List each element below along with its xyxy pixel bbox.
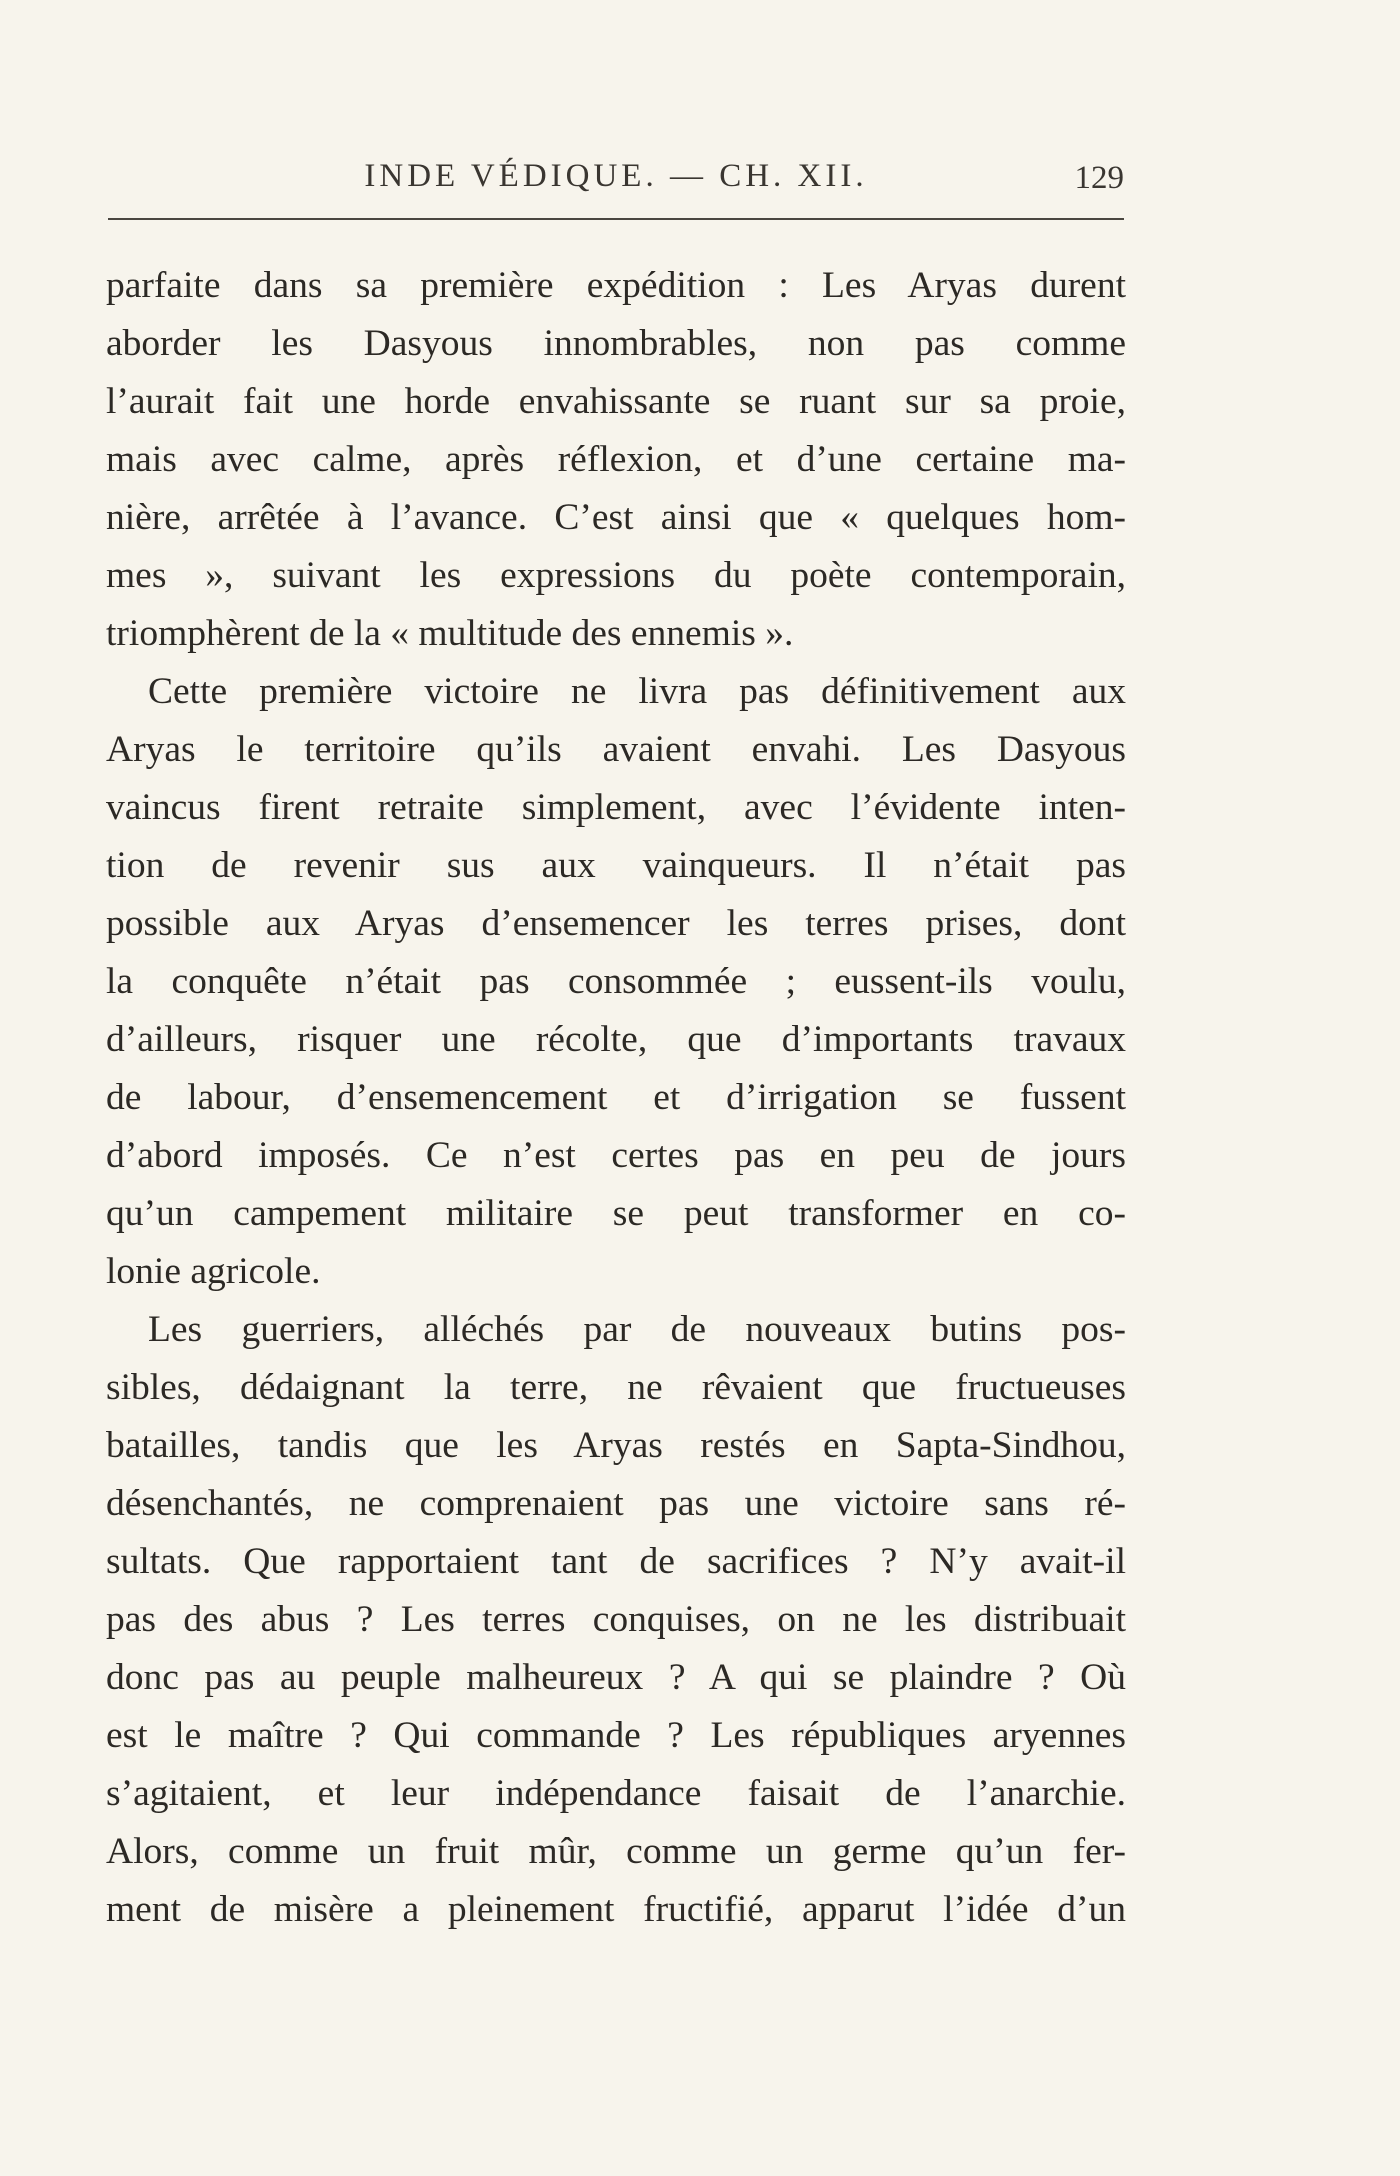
text-line: mais avec calme, après réflexion, et d’une certaine ma- [106, 439, 1126, 480]
text-line: est le maître ? Qui commande ? Les républiques aryennes [106, 1715, 1126, 1756]
text-line: pas des abus ? Les terres conquises, on ne les distribuait [106, 1599, 1126, 1640]
paragraph-2 [106, 663, 1126, 1301]
text-line: tion de revenir sus aux vainqueurs. Il n’était pas [106, 845, 1126, 886]
text-line: vaincus firent retraite simplement, avec l’évidente inten- [106, 787, 1126, 828]
text-line: s’agitaient, et leur indépendance faisait de l’anarchie. [106, 1773, 1126, 1814]
text-line: parfaite dans sa première expédition : Les Aryas durent [106, 265, 1126, 306]
text-line: batailles, tandis que les Aryas restés en Sapta-Sindhou, [106, 1425, 1126, 1466]
text-line: nière, arrêtée à l’avance. C’est ainsi que « quelques hom- [106, 497, 1126, 538]
text-line: d’abord imposés. Ce n’est certes pas en peu de jours [106, 1135, 1126, 1176]
text-line: lonie agricole. [106, 1251, 321, 1292]
text-line: Aryas le territoire qu’ils avaient envahi. Les Dasyous [106, 729, 1126, 770]
text-line: l’aurait fait une horde envahissante se ruant sur sa proie, [106, 381, 1126, 422]
text-line: triomphèrent de la « multitude des ennemis ». [106, 613, 794, 654]
text-line: Alors, comme un fruit mûr, comme un germe qu’un fer- [106, 1831, 1126, 1872]
text-line: possible aux Aryas d’ensemencer les terres prises, dont [106, 903, 1126, 944]
text-line: mes », suivant les expressions du poète contemporain, [106, 555, 1126, 596]
text-line: la conquête n’était pas consommée ; eussent-ils voulu, [106, 961, 1126, 1002]
header-rule [108, 218, 1124, 220]
text-line: ment de misère a pleinement fructifié, apparut l’idée d’un [106, 1889, 1126, 1930]
text-line: Cette première victoire ne livra pas définitivement aux [148, 671, 1126, 712]
text-line: sibles, dédaignant la terre, ne rêvaient que fructueuses [106, 1367, 1126, 1408]
text-line: d’ailleurs, risquer une récolte, que d’importants travaux [106, 1019, 1126, 1060]
running-title: INDE VÉDIQUE. — CH. XII. [364, 158, 868, 194]
text-line: Les guerriers, alléchés par de nouveaux butins pos- [148, 1309, 1126, 1350]
text-line: sultats. Que rapportaient tant de sacrifices ? N’y avait-il [106, 1541, 1126, 1582]
running-head [108, 158, 1124, 208]
paragraph-3 [106, 1301, 1126, 1939]
text-line: donc pas au peuple malheureux ? A qui se plaindre ? Où [106, 1657, 1126, 1698]
paragraph-1 [106, 257, 1126, 663]
text-line: de labour, d’ensemencement et d’irrigation se fussent [106, 1077, 1126, 1118]
text-line: aborder les Dasyous innombrables, non pas comme [106, 323, 1126, 364]
page-number: 129 [1074, 160, 1124, 196]
body-text [106, 257, 1126, 1939]
text-line: désenchantés, ne comprenaient pas une victoire sans ré- [106, 1483, 1126, 1524]
text-line: qu’un campement militaire se peut transformer en co- [106, 1193, 1126, 1234]
